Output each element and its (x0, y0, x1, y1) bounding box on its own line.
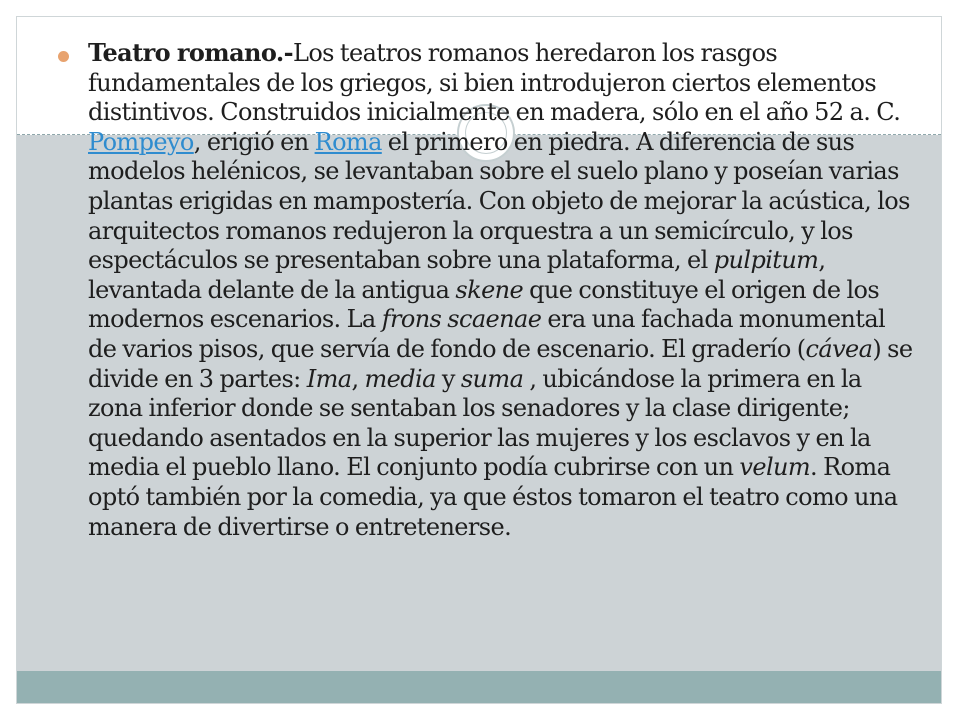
link-pompeyo[interactable]: Pompeyo (88, 127, 194, 156)
text-run: , (351, 364, 365, 393)
text-run: y (435, 364, 461, 393)
italic-term: frons scaenae (381, 305, 542, 334)
italic-term: suma (460, 364, 524, 393)
italic-term: pulpitum (713, 246, 819, 275)
text-run: Los teatros romanos heredaron los rasgos fundamentales de los griegos, si bien introdujeron ciertos elementos distintivos. Construidos inicialmente en madera, sólo en el año 52 a. C. (88, 39, 901, 127)
text-run: , erigió en (193, 127, 315, 156)
slide-title: Teatro romano.- (88, 38, 293, 67)
text-run: ) se divide en 3 partes: (88, 334, 913, 393)
text-run: era una fachada monumental de varios pisos, que servía de fondo de escenario. El graderío ( (88, 305, 886, 363)
italic-term: Ima (306, 364, 352, 393)
text-run: que constituye el origen de los modernos escenarios. La (88, 275, 880, 334)
italic-term: cávea (805, 334, 873, 363)
text-run: , levantada delante de la antigua (88, 246, 826, 304)
paragraph-segments (88, 39, 912, 541)
text-run: . Roma optó también por la comedia, ya que éstos tomaron el teatro como una manera de divertirse o entretenerse. (88, 453, 898, 541)
italic-term: media (364, 364, 436, 393)
bullet-dot-icon (58, 51, 69, 62)
italic-term: velum (739, 453, 811, 482)
italic-term: skene (455, 275, 524, 304)
body-text (88, 38, 918, 542)
text-run: , ubicándose la primera en la zona inferior donde se sentaban los senadores y la clase dirigente; quedando asentados en la superior las mujeres y los esclavos y en la media el pueblo llano. El conjunto podía cubrirse con un (88, 364, 871, 482)
text-run: el primero en piedra. A diferencia de sus modelos helénicos, se levantaban sobre el suelo plano y poseían varias plantas erigidas en mampostería. Con objeto de mejorar la acústica, los arquitectos romanos redujeron la orquestra a un semicírculo, y los espectáculos se presentaban sobre una plataforma, el (88, 127, 910, 275)
link-roma[interactable]: Roma (314, 127, 382, 156)
